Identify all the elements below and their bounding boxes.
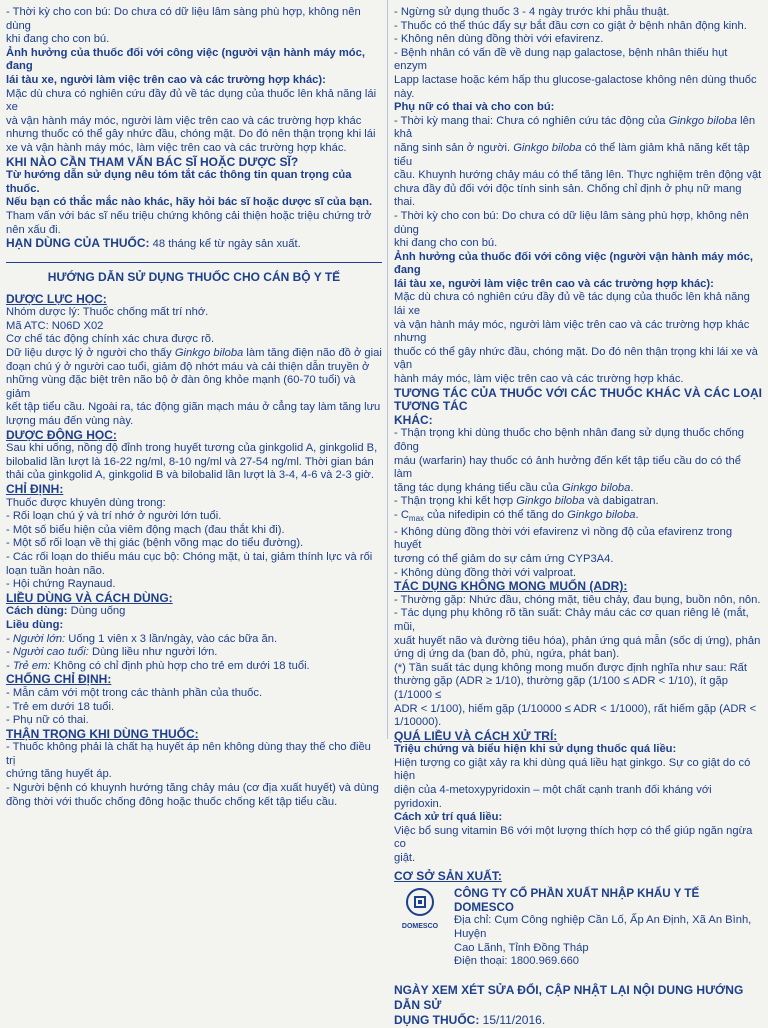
list-item: đồng thời với thuốc chống đông hoặc thuốc chống kết tập tiểu cầu.: [6, 795, 338, 808]
list-item: - Rối loạn chú ý và trí nhớ ở người lớn tuổi.: [6, 510, 222, 523]
text-line: Nhóm dược lý: Thuốc chống mất trí nhớ.: [6, 306, 209, 319]
company-address: Cao Lãnh, Tỉnh Đồng Tháp: [454, 941, 589, 954]
list-item: - Các rối loạn do thiếu máu cục bộ: Chóng mặt, ù tai, giảm thính lực và rối: [6, 550, 373, 563]
list-item: tương có thể giảm do sự cảm ứng CYP3A4.: [394, 552, 614, 565]
shelf-life-value: 48 tháng kể từ ngày sản xuất.: [149, 238, 301, 251]
text-line: đoạn chú ý ở người cao tuổi, giảm độ nhớt máu và cải thiện dẫn truyền ở: [6, 360, 370, 373]
list-item: - Không dùng đồng thời với valproat.: [394, 566, 576, 579]
list-item: - Mẫn cảm với một trong các thành phần của thuốc.: [6, 686, 263, 699]
section-heading: lái tàu xe, người làm việc trên cao và các trường hợp khác):: [394, 277, 714, 290]
shelf-life: [6, 237, 382, 252]
text-line: Việc bổ sung vitamin B6 với một lượng thích hợp có thể giúp ngăn ngừa co: [394, 824, 753, 851]
text-line: khi đang cho con bú.: [394, 237, 498, 250]
section-heading: CHỈ ĐỊNH:: [6, 482, 64, 496]
section-heading: THẬN TRỌNG KHI DÙNG THUỐC:: [6, 726, 199, 741]
right-column: [394, 6, 762, 1028]
list-item: - Không dùng đồng thời với efavirenz vì nồng độ của efavirenz trong huyết: [394, 525, 733, 552]
list-item: - Một số biểu hiện của viêm động mạch (đau thắt khi đi).: [6, 523, 285, 536]
list-item: - Tác dụng phụ không rõ tần suất: Chảy máu các cơ quan riêng lẻ (mắt, mũi,: [394, 607, 749, 633]
text-line: Cách dùng: Dùng uống: [6, 605, 126, 618]
list-item: - Thận trọng khi kết hợp Ginkgo biloba và dabigatran.: [394, 495, 659, 508]
section-heading: Phụ nữ có thai và cho con bú:: [394, 101, 555, 114]
list-item: - Một số rối loạn về thị giác (bệnh võng mạc do tiểu đường).: [6, 537, 304, 550]
text-line: cầu. Khuynh hướng chảy máu có thể tăng lên. Thực nghiệm trên động vật: [394, 169, 762, 182]
text-line: xe và vận hành máy móc, làm việc trên cao và các trường hợp khác.: [6, 141, 347, 154]
list-item: chứng tăng huyết áp.: [6, 768, 112, 781]
text-line: - Thời kỳ mang thai: Chưa có nghiên cứu tác động của Ginkgo biloba lên khả: [394, 114, 756, 141]
text-line: ADR < 1/100), hiếm gặp (1/10000 ≤ ADR < 1/1000), rất hiếm gặp (ADR <: [394, 702, 757, 715]
section-heading: LIỀU DÙNG VÀ CÁCH DÙNG:: [6, 590, 173, 605]
text-line: năng sinh sản ở người. Ginkgo biloba có thể làm giảm khả năng kết tập tiểu: [394, 141, 750, 168]
section-heading: CHỐNG CHỈ ĐỊNH:: [6, 672, 112, 687]
list-item: - Không nên dùng đồng thời với efavirenz.: [394, 33, 604, 46]
list-item: - Người bệnh có khuynh hướng tăng chảy máu (cơ địa xuất huyết) và dùng: [6, 782, 379, 795]
list-item: - Trẻ em dưới 18 tuổi.: [6, 700, 115, 713]
list-item: - Bệnh nhân có vấn đề về dung nạp galactose, bệnh nhân thiếu hụt enzym: [394, 46, 728, 73]
list-item: xuất huyết não và đường tiêu hóa), phản ứng quá mẫn (sốc dị ứng), phản: [394, 634, 761, 647]
text-line: hành máy móc, làm việc trên cao và các trường hợp khác.: [394, 373, 684, 386]
text-line: (*) Tần suất tác dụng không mong muốn được định nghĩa như sau: Rất: [394, 661, 747, 674]
text-line: lượng máu đến vùng này.: [6, 415, 134, 428]
section-heading: Triệu chứng và biểu hiện khi sử dụng thuốc quá liều:: [394, 743, 677, 756]
text-line: Hiện tượng co giật xảy ra khi dùng quá liều hạt ginkgo. Sự co giật do có hiện: [394, 756, 751, 783]
box-title: HƯỚNG DẪN SỬ DỤNG THUỐC CHO CÁN BỘ Y TẾ: [6, 262, 382, 287]
section-heading: QUÁ LIỀU VÀ CÁCH XỬ TRÍ:: [394, 728, 558, 743]
list-item: - Trẻ em: Không có chỉ định phù hợp cho trẻ em dưới 18 tuổi.: [6, 659, 310, 672]
text-line: và vận hành máy móc, người làm việc trên cao và các trường hợp khác nhưng: [394, 318, 750, 345]
revision-date-label: NGÀY XEM XÉT SỬA ĐỔI, CẬP NHẬT LẠI NỘI DUNG HƯỚNG DẪN SỬ: [394, 982, 744, 1012]
revision-date-value: 15/11/2016.: [479, 1012, 546, 1027]
text-line: và vận hành máy móc, người làm việc trên cao và các trường hợp khác: [6, 114, 362, 127]
section-heading: TÁC DỤNG KHÔNG MONG MUỐN (ADR):: [394, 579, 628, 594]
list-item: - Hội chứng Raynaud.: [6, 578, 116, 591]
list-item: ứng dị ứng da (ban đỏ, phù, ngứa, phát ban).: [394, 648, 620, 661]
text-line: Nếu bạn có thắc mắc nào khác, hãy hỏi bác sĩ hoặc dược sĩ của bạn.: [6, 196, 373, 209]
text-line: Mã ATC: N06D X02: [6, 319, 104, 332]
list-item: máu (warfarin) hay thuốc có ảnh hưởng đến kết tập tiểu cầu do có thể làm: [394, 454, 741, 481]
company-name: CÔNG TY CỔ PHẦN XUẤT NHẬP KHẨU Y TẾ DOMESCO: [454, 887, 700, 914]
list-item: loạn tuần hoàn não.: [6, 564, 105, 577]
text-line: nhưng thuốc có thể gây nhức đầu, chóng mặt. Do đó nên thận trọng khi lái: [6, 128, 376, 141]
text-line: Tham vấn với bác sĩ nếu triệu chứng không cải thiện hoặc triệu chứng trở: [6, 209, 372, 222]
section-heading: TƯƠNG TÁC CỦA THUỐC VỚI CÁC THUỐC KHÁC VÀ CÁC LOẠI TƯƠNG TÁC: [394, 385, 762, 414]
text-line: kết tập tiểu cầu. Ngoài ra, tác động giãn mạch máu ở cẳng tay làm tăng lưu: [6, 401, 381, 414]
list-item: tăng tác dụng kháng tiểu cầu của Ginkgo biloba.: [394, 481, 634, 494]
company-phone: Điện thoại: 1800.969.660: [454, 955, 580, 968]
list-item: - Phụ nữ có thai.: [6, 714, 89, 727]
section-heading: CƠ SỞ SẢN XUẤT:: [394, 868, 502, 883]
text-line: - Thời kỳ cho con bú: Do chưa có dữ liệu lâm sàng phù hợp, không nên dùng: [6, 6, 361, 32]
section-heading: KHÁC:: [394, 412, 433, 427]
list-item: - Người lớn: Uống 1 viên x 3 lần/ngày, vào các bữa ăn.: [6, 632, 278, 645]
text-line: Cơ chế tác động chính xác chưa được rõ.: [6, 333, 215, 346]
text-line: Mặc dù chưa có nghiên cứu đầy đủ về tác dụng của thuốc lên khả năng lái xe: [6, 87, 377, 114]
logo-text: DOMESCO: [401, 922, 439, 930]
shelf-life-label: HẠN DÙNG CỦA THUỐC:: [6, 236, 150, 251]
text-line: thải của ginkgolid A, ginkgolid B và bilobalid lần lượt là 3-4, 4-6 và 2-3 giờ.: [6, 469, 374, 482]
text-line: Liều dùng:: [6, 618, 64, 631]
section-heading: Ảnh hưởng của thuốc đối với công việc (người vận hành máy móc, đang: [6, 46, 365, 73]
section-heading: Ảnh hưởng của thuốc đối với công việc (người vận hành máy móc, đang: [394, 250, 753, 277]
section-heading: lái tàu xe, người làm việc trên cao và các trường hợp khác):: [6, 73, 326, 86]
text-line: khi đang cho con bú.: [6, 33, 110, 46]
section-heading: DƯỢC ĐỘNG HỌC:: [6, 427, 117, 442]
list-item: - Thuốc có thể thúc đẩy sự bắt đầu cơn co giật ở bệnh nhân động kinh.: [394, 19, 747, 32]
text-line: giật.: [394, 852, 416, 865]
revision-date: [394, 983, 762, 1028]
section-heading: DƯỢC LỰC HỌC:: [6, 291, 107, 306]
left-column: [6, 6, 382, 809]
list-item: - Thường gặp: Nhức đầu, chóng mặt, tiêu chảy, đau bụng, buồn nôn, nôn.: [394, 593, 761, 606]
text-line: Mặc dù chưa có nghiên cứu đầy đủ về tác dụng của thuốc lên khả năng lái xe: [394, 291, 750, 318]
domesco-logo: [394, 887, 446, 931]
list-item: - Thận trọng khi dùng thuốc cho bệnh nhân đang sử dụng thuốc chống đông: [394, 427, 745, 453]
list-item: - Thuốc không phải là chất hạ huyết áp nên không dùng thay thế cho điều trị: [6, 741, 371, 767]
text-line: 1/10000).: [394, 716, 442, 729]
revision-date-label: DỤNG THUỐC:: [394, 1012, 480, 1027]
section-heading: KHI NÀO CẦN THAM VẤN BÁC SĨ HOẶC DƯỢC SĨ?: [6, 154, 299, 169]
text-line: Từ hướng dẫn sử dụng nêu tóm tắt các thông tin quan trọng của thuốc.: [6, 169, 352, 195]
list-item: - Ngừng sử dụng thuốc 3 - 4 ngày trước khi phẫu thuật.: [394, 6, 670, 18]
manufacturer-block: [394, 887, 762, 969]
text-line: thuốc có thể gây nhức đầu, chóng mặt. Do đó nên thận trọng khi lái xe và vận: [394, 345, 758, 372]
list-item: Lapp lactase hoặc kém hấp thu glucose-galactose không nên dùng thuốc này.: [394, 73, 757, 100]
text-line: nên xấu đi.: [6, 223, 61, 236]
text-line: diện của 4-metoxypyridoxin – một chất cạnh tranh đối kháng với pyridoxin.: [394, 784, 712, 810]
text-line: những vùng đặc biệt trên não bộ ở đàn ông khỏe mạnh (60-70 tuổi) và giảm: [6, 374, 356, 400]
company-address: Địa chỉ: Cụm Công nghiệp Cần Lố, Ấp An Định, Xã An Bình, Huyện: [454, 914, 752, 941]
section-heading: Cách xử trí quá liều:: [394, 811, 503, 824]
text-line: Thuốc được khuyên dùng trong:: [6, 496, 166, 509]
text-line: thường gặp (ADR ≥ 1/10), thường gặp (1/100 ≤ ADR < 1/10), ít gặp (1/1000 ≤: [394, 675, 728, 701]
list-item: - $C_{max}$ của nifedipin có thể tăng do Ginkgo biloba.: [394, 508, 639, 524]
text-line: bilobalid lần lượt là 16-22 ng/ml, 8-10 ng/ml và 27-54 ng/ml. Thời gian bán: [6, 455, 374, 468]
manufacturer-info: [454, 887, 762, 969]
text-line: chưa đầy đủ đối với độc tính sinh sản. Chống chỉ định ở phụ nữ mang thai.: [394, 182, 742, 209]
text-line: - Thời kỳ cho con bú: Do chưa có dữ liệu lâm sàng phù hợp, không nên dùng: [394, 209, 749, 236]
column-divider: [387, 0, 388, 739]
text-line: Dữ liệu dược lý ở người cho thấy Ginkgo biloba làm tăng điện não đồ ở giai: [6, 347, 382, 360]
list-item: - Người cao tuổi: Dùng liều như người lớn.: [6, 646, 218, 659]
text-line: Sau khi uống, nồng độ đỉnh trong huyết tương của ginkgolid A, ginkgolid B,: [6, 442, 378, 455]
domesco-logo-icon: [403, 887, 437, 917]
